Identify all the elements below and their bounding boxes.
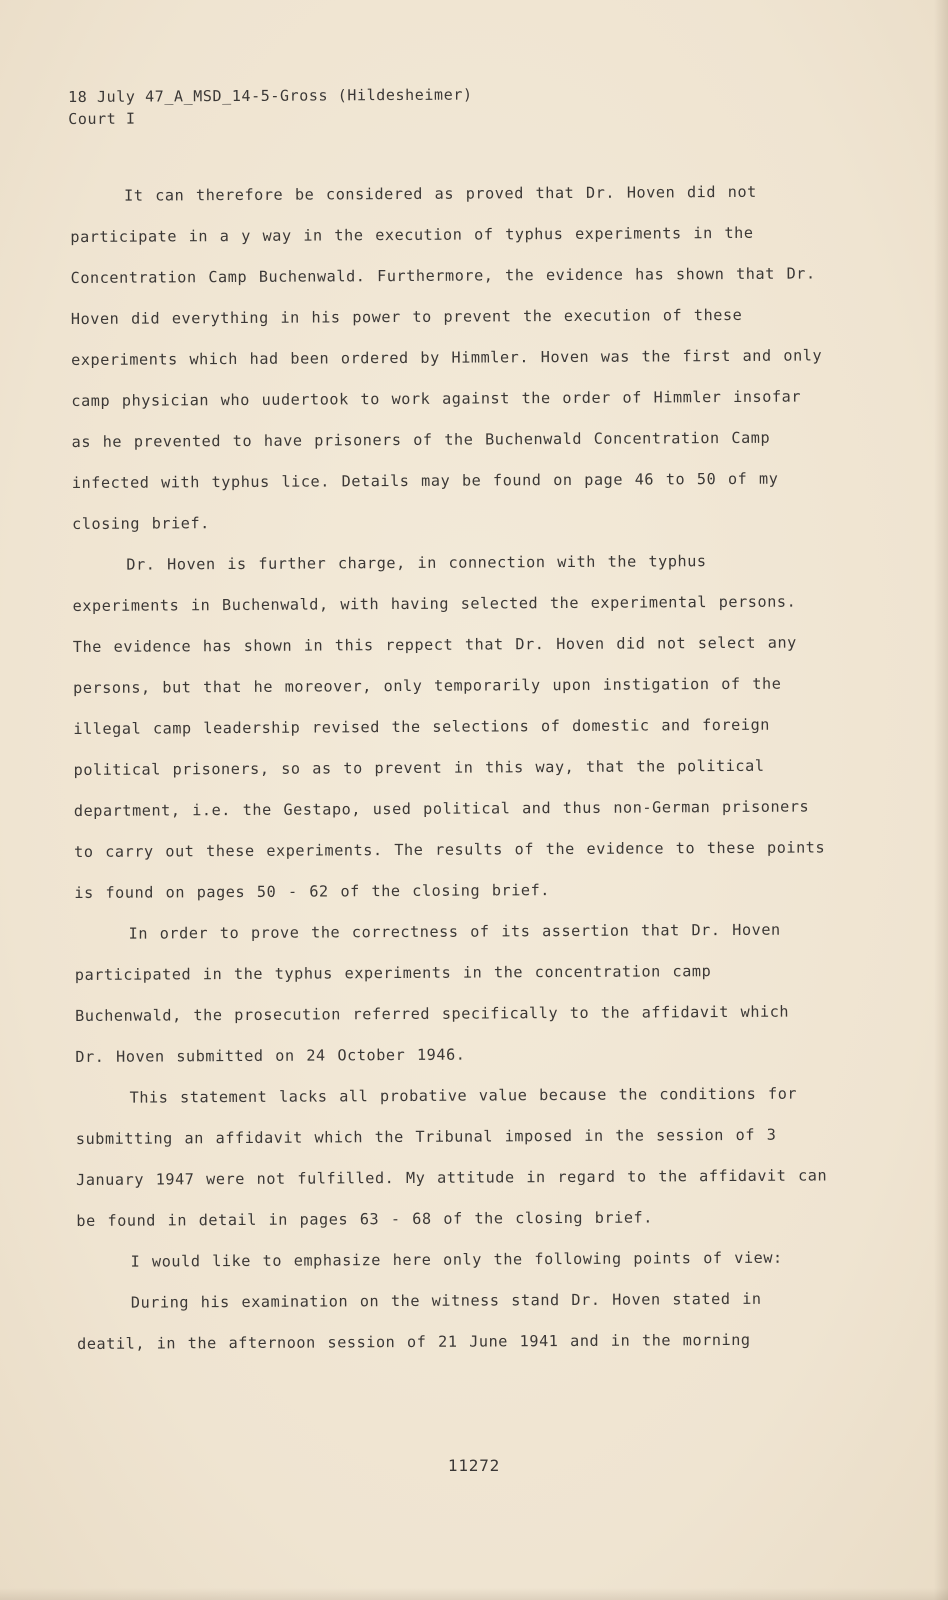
header-court-line: Court I <box>68 109 136 128</box>
paragraph-prosecution-affidavit: In order to prove the correctness of its assertion that Dr. Hoven participated in the typhus experiments in the concentration camp Buchenwald, the prosecution referred specifically to the affidavit which Dr. Hoven submitted on 24 October 1946. <box>74 920 790 1066</box>
header-date-line: 18 July 47_A_MSD_14-5-Gross (Hildesheimer) <box>68 85 473 106</box>
page-number: 11272 <box>447 1456 501 1475</box>
paragraph-hoven-not-participate: It can therefore be considered as proved that Dr. Hoven did not participate in a y way in the execution of typhus experiments in the Concentration Camp Buchenwald. Furthermore, the evidence has shown that Dr. Hoven did everything in his power to prevent the execution of these experiments which had been ordered by Himmler. Hoven was the first and only camp physician who uudertook to work against the order of Himmler insofar as he prevented to have prisoners of the Buchenwald Concentration Camp infected with typhus lice. Details may be found on page 46 to 50 of my closing brief. <box>70 182 823 533</box>
paragraph-selection-charge: Dr. Hoven is further charge, in connection with the typhus experiments in Buchenwald, with having selected the experimental persons. The evidence has shown in this reppect that Dr. Hoven did not select any persons, but that he moreover, only temporarily upon instigation of the illegal camp leadership revised the selections of domestic and foreign political prisoners, so as to prevent in this way, that the political department, i.e. the Gestapo, used political and thus non-German prisoners to carry out these experiments. The results of the evidence to these points is found on pages 50 - 62 of the closing brief. <box>72 552 826 902</box>
paragraph-emphasize-points: I would like to emphasize here only the following points of view: <box>130 1248 783 1271</box>
document-body <box>70 171 829 1365</box>
page-edge-shadow-right <box>934 0 948 1600</box>
document-header <box>68 84 473 130</box>
page-edge-shadow-bottom <box>0 1588 948 1600</box>
paragraph-probative-value: This statement lacks all probative value because the conditions for submitting an affidavit which the Tribunal imposed in the session of 3 January 1947 were not fulfilled. My attitude in regard to the affidavit can be found in detail in pages 63 - 68 of the closing brief. <box>75 1084 828 1230</box>
paragraph-witness-stand: During his examination on the witness stand Dr. Hoven stated in deatil, in the afternoon session of 21 June 1941 and in the morning <box>77 1289 762 1353</box>
